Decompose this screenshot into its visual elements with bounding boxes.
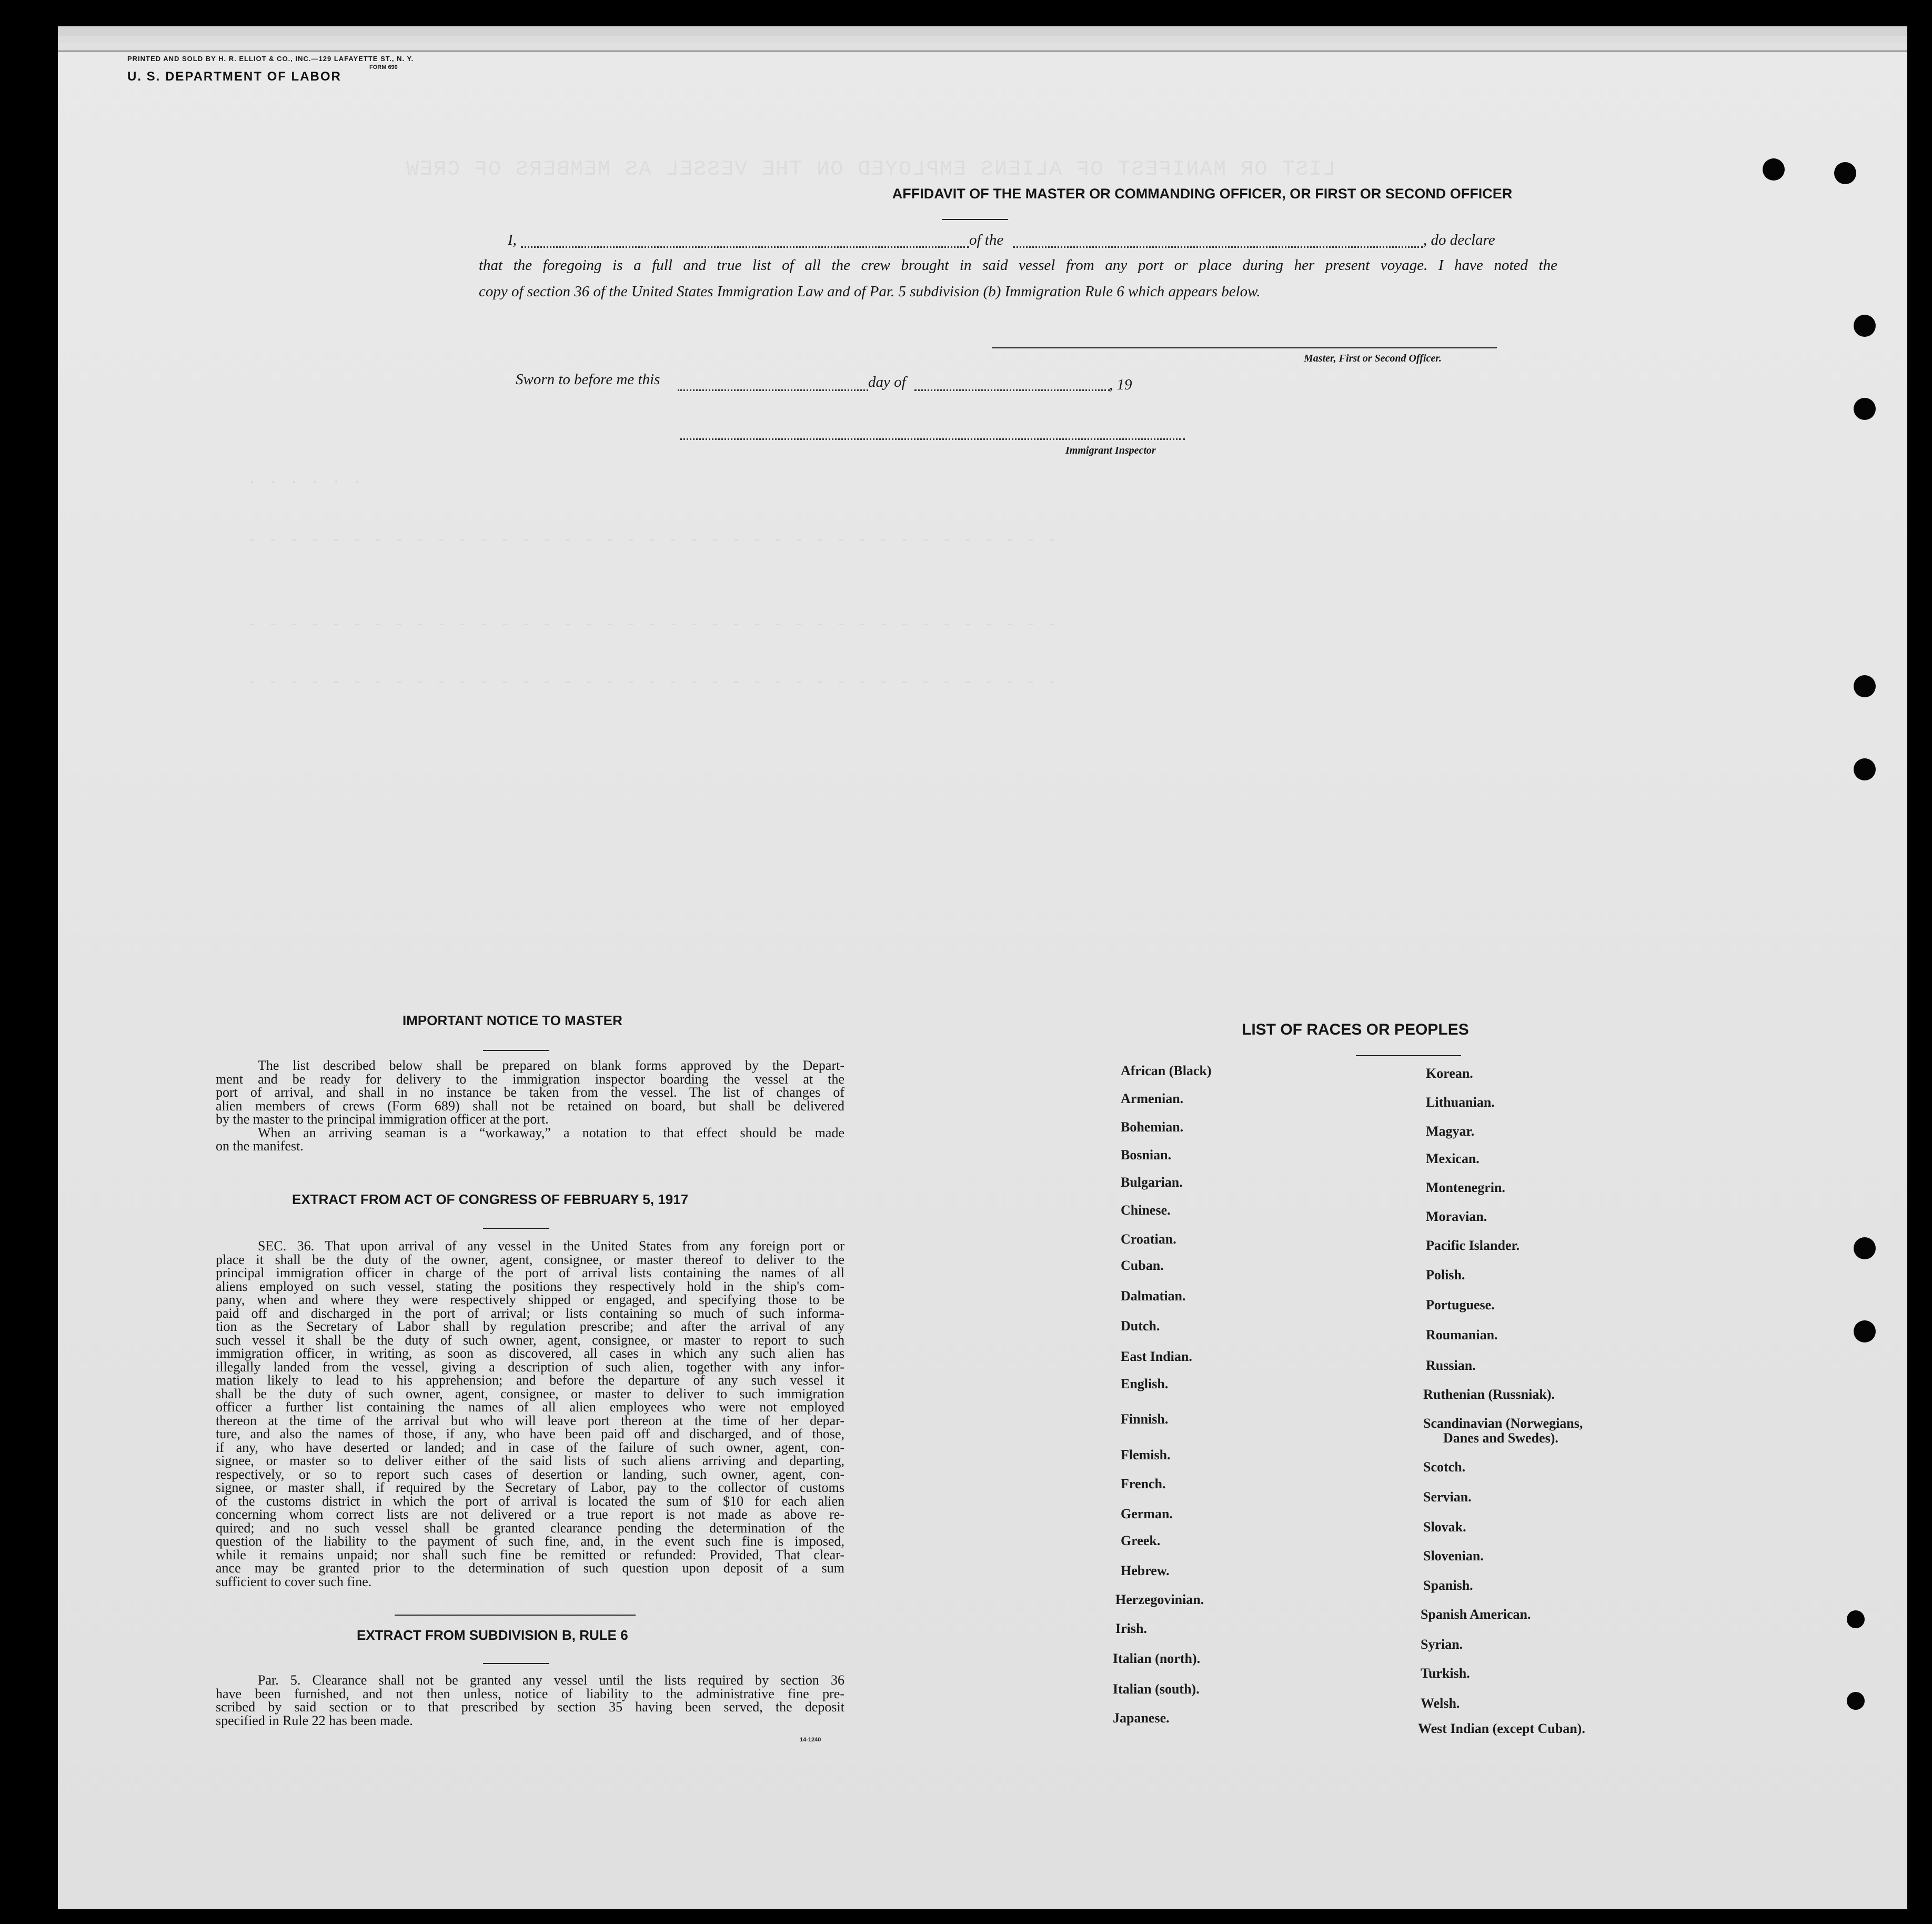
punch-hole: [1854, 758, 1876, 780]
notice-line: port of arrival, and shall in no instance be taken from the vessel. The list of changes of: [216, 1085, 844, 1100]
act-line: such vessel it shall be the duty of such owner, agent, consignee, or master to report to such: [216, 1332, 844, 1348]
act-extract-text: [216, 1239, 844, 1588]
act-line: pany, when and where they were respectively shipped or engaged, and specifying those to be: [216, 1292, 844, 1307]
race-item: Japanese.: [1113, 1710, 1170, 1726]
section-divider: [395, 1615, 636, 1616]
act-extract-title: EXTRACT FROM ACT OF CONGRESS OF FEBRUARY 5, 1917: [292, 1191, 689, 1207]
race-item: Cuban.: [1121, 1258, 1164, 1273]
race-item: Finnish.: [1121, 1411, 1169, 1427]
act-line: shall be the duty of such owner, agent, consignee, or master to deliver to such immigration: [216, 1386, 844, 1401]
inspector-label: Immigrant Inspector: [1065, 445, 1156, 456]
notice-line: When an arriving seaman is a “workaway,” a notation to that effect should be made: [258, 1125, 844, 1140]
race-item: Italian (south).: [1113, 1681, 1200, 1697]
vessel-blank[interactable]: [1013, 246, 1423, 248]
race-item: Slovak.: [1423, 1519, 1466, 1535]
race-item: Dutch.: [1121, 1318, 1160, 1334]
race-item: Spanish.: [1423, 1578, 1473, 1593]
day-of-label: day of: [868, 374, 906, 390]
race-item: Korean.: [1426, 1066, 1473, 1081]
form-page: [58, 26, 1907, 1909]
race-item: Herzegovinian.: [1115, 1592, 1204, 1607]
bleed-through-text: - - - - - - - - - - - - - - - - - - - - - - - - - - - - - - - - - - - - - - -: [247, 674, 1058, 692]
rule-line: have been furnished, and not then unless, notice of liability to the administrative fine pre-: [216, 1686, 844, 1701]
race-item: Slovenian.: [1423, 1548, 1484, 1564]
affidavit-title: [58, 186, 1668, 202]
act-line: of the customs district in which the port of arrival is located the sum of $10 for each alien: [216, 1493, 844, 1509]
act-line: quired; and no such vessel shall be granted clearance pending the determination of the: [216, 1520, 844, 1536]
affidavit-body-line2: copy of section 36 of the United States Immigration Law and of Par. 5 subdivision (b) Immigration Rule 6 which appears below.: [479, 283, 1261, 300]
races-title: LIST OF RACES OR PEOPLES: [1242, 1021, 1469, 1038]
race-item: Chinese.: [1121, 1202, 1171, 1218]
act-line: question of the liability to the payment of such fine, and, in the event such fine is imposed,: [216, 1534, 844, 1549]
act-line: aliens employed on such vessel, stating the positions they respectively hold in the ship's com-: [216, 1278, 844, 1294]
notice-line: ment and be ready for delivery to the immigration inspector boarding the vessel at the: [216, 1071, 844, 1087]
act-extract-underline: [483, 1228, 549, 1229]
act-line: thereon at the time of the arrival but who will leave port thereon at the time of her depar-: [216, 1412, 844, 1428]
title-underline: [942, 219, 1008, 220]
act-line: while it remains unpaid; nor shall such fine be remitted or refunded: Provided, That clear-: [216, 1547, 844, 1562]
race-item: Roumanian.: [1426, 1327, 1498, 1342]
punch-hole: [1854, 1320, 1876, 1342]
bleed-through-text: - - - - - - - - - - - - - - - - - - - - - - - - - - - - - - - - - - - - - - -: [247, 616, 1058, 634]
race-item: Bulgarian.: [1121, 1175, 1183, 1190]
department-header: U. S. DEPARTMENT OF LABOR: [127, 69, 341, 84]
page-edge-strip: [58, 43, 1907, 52]
race-item: Portuguese.: [1426, 1297, 1495, 1312]
race-item: Scotch.: [1423, 1459, 1466, 1475]
act-line: illegally landed from the vessel, giving a description of such alien, together with any infor-: [216, 1359, 844, 1375]
printer-credit: PRINTED AND SOLD BY H. R. ELLIOT & CO., INC.—129 LAFAYETTE ST., N. Y.: [127, 55, 414, 63]
act-line: immigration officer, in writing, as soon as discovered, all cases in which any such alien has: [216, 1346, 844, 1361]
sworn-label: Sworn to before me this: [516, 371, 660, 388]
year-label: , 19: [1109, 376, 1132, 393]
name-blank[interactable]: [521, 246, 969, 248]
race-item: Polish.: [1426, 1267, 1465, 1282]
rule-line: scribed by said section or to that prescribed by section 35 having been served, the deposit: [216, 1699, 844, 1715]
act-line: signee, or master so to deliver either of the said lists of such aliens arriving and departing,: [216, 1453, 844, 1468]
race-item: Irish.: [1115, 1621, 1147, 1636]
race-item: Turkish.: [1421, 1666, 1470, 1681]
race-item: Ruthenian (Russniak).: [1423, 1387, 1555, 1402]
notice-line: on the manifest.: [216, 1138, 304, 1154]
act-line: ance may be granted prior to the determination of such question upon deposit of a sum: [216, 1560, 844, 1576]
act-line: respectively, or so to report such cases of desertion or landing, such owner, agent, con-: [216, 1466, 844, 1482]
day-blank[interactable]: [678, 389, 868, 391]
act-line: principal immigration officer in charge of the port of arrival lists containing the names of all: [216, 1265, 844, 1280]
race-item: Flemish.: [1121, 1447, 1171, 1462]
act-line: sufficient to cover such fine.: [216, 1574, 372, 1589]
act-line: paid off and discharged in the port of arrival; or lists containing so much of such informa-: [216, 1305, 844, 1321]
race-item: Bohemian.: [1121, 1119, 1184, 1135]
bleed-through-text: · · · · · ·: [247, 474, 364, 492]
race-item: Greek.: [1121, 1533, 1161, 1548]
notice-line: by the master to the principal immigration officer at the port.: [216, 1111, 549, 1127]
race-item: Syrian.: [1421, 1637, 1463, 1652]
affidavit-title-text: AFFIDAVIT OF THE MASTER OR COMMANDING OFFICER, OR FIRST OR SECOND OFFICER: [892, 186, 1513, 202]
race-item: Italian (north).: [1113, 1651, 1201, 1666]
punch-hole: [1854, 398, 1876, 420]
race-item: Moravian.: [1426, 1209, 1487, 1224]
race-item: Dalmatian.: [1121, 1288, 1186, 1304]
punch-hole: [1854, 315, 1876, 337]
punch-hole: [1834, 162, 1856, 184]
race-item: English.: [1121, 1376, 1169, 1391]
act-line: SEC. 36. That upon arrival of any vessel in the United States from any foreign port or: [258, 1238, 844, 1254]
rule-extract-underline: [483, 1663, 549, 1664]
punch-hole: [1854, 675, 1876, 697]
races-underline: [1356, 1055, 1461, 1056]
race-item: Danes and Swedes).: [1443, 1430, 1558, 1446]
race-item: Armenian.: [1121, 1091, 1184, 1106]
punch-hole: [1847, 1692, 1865, 1710]
race-item: Russian.: [1426, 1358, 1476, 1373]
race-item: Mexican.: [1426, 1151, 1480, 1166]
rule-extract-title: EXTRACT FROM SUBDIVISION B, RULE 6: [357, 1627, 628, 1643]
punch-hole: [1854, 1237, 1876, 1259]
signature-label: Master, First or Second Officer.: [1304, 353, 1442, 364]
race-item: East Indian.: [1121, 1349, 1192, 1364]
do-declare-label: , do declare: [1423, 232, 1495, 248]
act-line: concerning whom correct lists are not delivered or a true report is not made as above re-: [216, 1507, 844, 1522]
form-code: 14-1240: [800, 1737, 821, 1743]
notice-title: IMPORTANT NOTICE TO MASTER: [402, 1013, 622, 1028]
race-item: Servian.: [1423, 1489, 1472, 1505]
i-label: I,: [508, 232, 517, 248]
signature-line[interactable]: [992, 347, 1497, 348]
race-item: German.: [1121, 1506, 1173, 1521]
act-line: if any, who have deserted or landed; and in case of the failure of such owner, agent, con-: [216, 1439, 844, 1455]
race-item: Croatian.: [1121, 1231, 1176, 1247]
bleed-through-text: - - - - - - - - - - - - - - - - - - - - - - - - - - - - - - - - - - - - - - -: [247, 532, 1058, 549]
punch-hole: [1847, 1610, 1865, 1628]
act-line: ture, and also the names of those, if any, who have been paid off and discharged, and of those,: [216, 1426, 844, 1441]
race-item: Pacific Islander.: [1426, 1238, 1520, 1253]
form-number: FORM 690: [369, 64, 398, 71]
race-item: Spanish American.: [1421, 1607, 1531, 1622]
race-item: Hebrew.: [1121, 1563, 1170, 1578]
bleed-through-text: LIST OR MANIFEST OF ALIENS EMPLOYED ON THE VESSEL AS MEMBERS OF CREW: [405, 158, 1336, 182]
rule-line: specified in Rule 22 has been made.: [216, 1712, 413, 1728]
race-item: West Indian (except Cuban).: [1418, 1721, 1585, 1736]
notice-underline: [483, 1050, 549, 1051]
race-item: African (Black): [1121, 1063, 1212, 1078]
of-the-label: of the: [969, 232, 1004, 248]
act-line: signee, or master shall, if required by the Secretary of Labor, pay to the collector of customs: [216, 1480, 844, 1495]
inspector-signature-line[interactable]: [680, 438, 1185, 440]
race-item: French.: [1121, 1476, 1166, 1491]
race-item: Scandinavian (Norwegians,: [1423, 1416, 1583, 1431]
affidavit-body-line1: that the foregoing is a full and true list of all the crew brought in said vessel from any port or place during her present voyage. I have noted the: [479, 257, 1557, 274]
punch-hole: [1763, 158, 1785, 181]
rule-line: Par. 5. Clearance shall not be granted any vessel until the lists required by section 36: [258, 1672, 844, 1688]
act-line: mation likely to lead to his apprehension; and before the departure of any such vessel it: [216, 1372, 844, 1388]
notice-line: The list described below shall be prepared on blank forms approved by the Depart-: [258, 1058, 844, 1073]
notice-line: alien members of crews (Form 689) shall not be retained on board, but shall be delivered: [216, 1098, 844, 1114]
race-item: Magyar.: [1426, 1124, 1475, 1139]
race-item: Montenegrin.: [1426, 1180, 1505, 1195]
race-item: Bosnian.: [1121, 1147, 1172, 1163]
act-line: place it shall be the duty of the owner, agent, consignee, or master thereof to deliver to the: [216, 1251, 844, 1267]
notice-text: [216, 1059, 844, 1153]
month-blank[interactable]: [914, 389, 1110, 391]
rule-extract-text: [216, 1674, 844, 1727]
act-line: tion as the Secretary of Labor shall by regulation prescribe; and after the arrival of any: [216, 1319, 844, 1334]
race-item: Welsh.: [1421, 1696, 1460, 1711]
race-item: Lithuanian.: [1426, 1095, 1495, 1110]
act-line: officer a further list containing the names of all alien employees who were not employed: [216, 1399, 844, 1415]
